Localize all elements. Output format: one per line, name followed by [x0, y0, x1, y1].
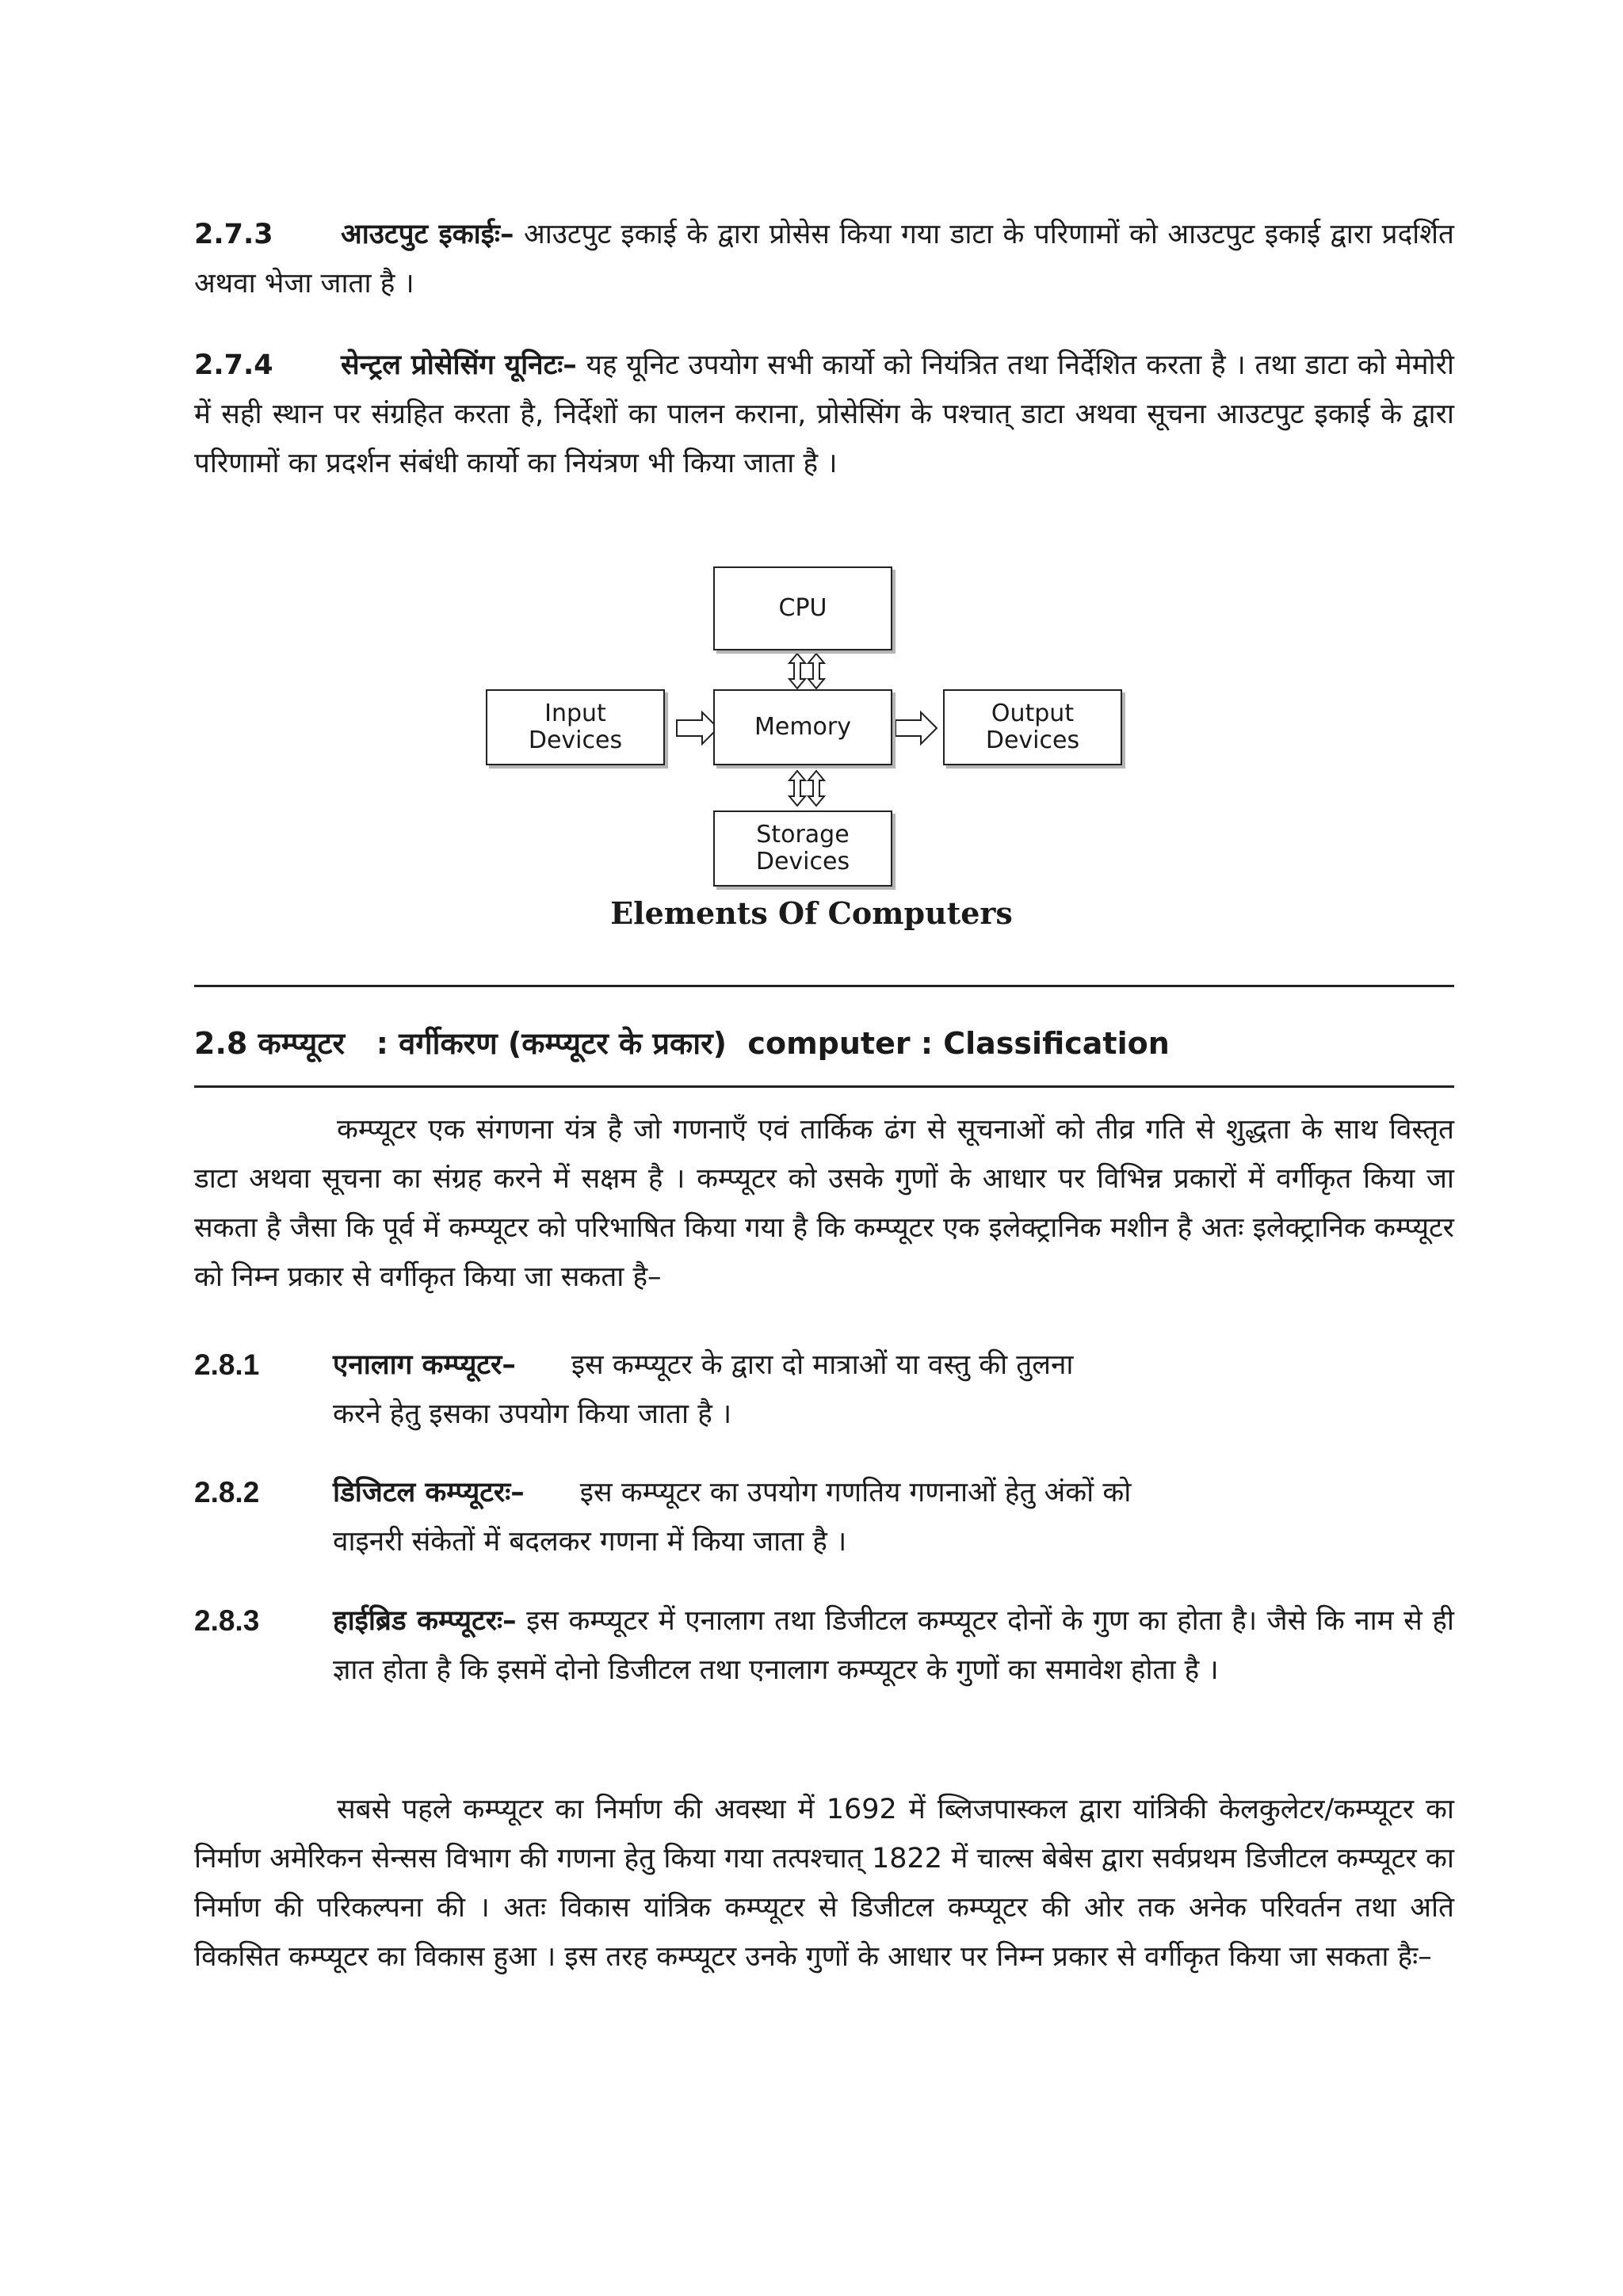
item-heading: एनालाग कम्प्यूटर–	[333, 1349, 516, 1381]
cpu-memory-arrow	[789, 654, 805, 688]
item-number: 2.8.3	[194, 1604, 260, 1637]
item-number: 2.8.1	[194, 1348, 260, 1381]
section-heading: आउटपुट इकाईः–	[341, 219, 514, 250]
item-line1: इस कम्प्यूटर का उपयोग गणतिय गणनाओं हेतु अंकों को	[579, 1477, 1132, 1508]
memory-storage-arrow	[789, 771, 805, 806]
section-2-7-4	[194, 341, 1454, 488]
storage-devices-box	[713, 810, 892, 887]
input-label-line2: Devices	[528, 727, 623, 754]
section-heading: सेन्ट्रल प्रोसेसिंग यूनिटः–	[341, 349, 577, 381]
input-label-line1: Input	[544, 700, 606, 727]
output-devices-box	[943, 689, 1122, 765]
output-label-line1: Output	[991, 700, 1075, 727]
section-2-7-3	[194, 210, 1454, 308]
section-body: आउटपुट इकाई के द्वारा प्रोसेस किया गया डाटा के परिणामों को आउटपुट इकाई द्वारा प्रदर्शित अथवा भेजा जाता है ।	[194, 219, 1454, 299]
cpu-memory-arrow	[808, 654, 824, 688]
section-body: यह यूनिट उपयोग सभी कार्यो को नियंत्रित तथा निर्देशित करता है । तथा डाटा को मेमोरी में सही स्थान पर संग्रहित करता है, निर्देशों का पालन कराना, प्रोसेसिंग के पश्चात् डाटा अथवा सूचना आउटपुट इकाई के द्वारा परिणामों का प्रदर्शन संबंधी कार्यो का नियंत्रण भी किया जाता है ।	[194, 349, 1454, 479]
diagram-caption: Elements Of Computers	[610, 895, 1013, 931]
output-label-line2: Devices	[985, 727, 1080, 754]
divider-bottom	[194, 1085, 1454, 1088]
memory-storage-arrow	[808, 771, 824, 806]
memory-label: Memory	[754, 713, 851, 741]
input-devices-box	[486, 689, 665, 765]
item-heading: डिजिटल कम्प्यूटरः–	[333, 1477, 525, 1508]
divider-top	[194, 985, 1454, 987]
storage-label-line1: Storage	[756, 821, 850, 849]
item-line1: इस कम्प्यूटर के द्वारा दो मात्राओं या वस्तु की तुलना	[571, 1349, 1074, 1381]
item-body	[333, 1341, 1454, 1439]
item-heading: हाईब्रिड कम्प्यूटरः–	[333, 1605, 517, 1637]
classification-intro: कम्प्यूटर एक संगणना यंत्र है जो गणनाएँ एवं तार्किक ढंग से सूचनाओं को तीव्र गति से शुद्धता के साथ विस्तृत डाटा अथवा सूचना का संग्रह करने में सक्षम है । कम्प्यूटर को उसके गुणों के आधार पर विभिन्न प्रकारों में वर्गीकृत किया जा सकता है जैसा कि पूर्व में कम्प्यूटर को परिभाषित किया गया है कि कम्प्यूटर एक इलेक्ट्रानिक मशीन है अतः इलेक्ट्रानिक कम्प्यूटर को निम्न प्रकार से वर्गीकृत किया जा सकता है–	[194, 1114, 1455, 1293]
item-number: 2.8.2	[194, 1476, 260, 1508]
cpu-box	[713, 566, 892, 650]
item-line2: करने हेतु इसका उपयोग किया जाता है ।	[333, 1398, 732, 1430]
item-body	[333, 1468, 1454, 1566]
section-number: 2.7.3	[194, 219, 273, 250]
computer-elements-diagram	[483, 559, 1141, 899]
storage-label-line2: Devices	[755, 848, 850, 875]
item-line2: वाइनरी संकेतों में बदलकर गणना में किया जाता है ।	[333, 1526, 847, 1558]
input-memory-arrow	[677, 712, 718, 744]
item-body	[333, 1596, 1454, 1695]
memory-box	[713, 689, 892, 765]
cpu-label: CPU	[778, 594, 827, 622]
closing-paragraph: सबसे पहले कम्प्यूटर का निर्माण की अवस्था में 1692 में ब्लिजपास्कल द्वारा यांत्रिकी केलकुलेटर/कम्प्यूटर का निर्माण अमेरिकन सेन्सस विभाग की गणना हेतु किया गया तत्पश्चात् 1822 में चाल्स बेबेस द्वारा सर्वप्रथम डिजीटल कम्प्यूटर का निर्माण की परिकल्पना की । अतः विकास यांत्रिक कम्प्यूटर से डिजीटल कम्प्यूटर की ओर तक अनेक परिवर्तन तथा अति विकसित कम्प्यूटर का विकास हुआ । इस तरह कम्प्यूटर उनके गुणों के आधार पर निम्न प्रकार से वर्गीकृत किया जा सकता हैः–	[194, 1794, 1454, 1973]
memory-output-arrow	[896, 712, 937, 744]
section-2-8-title: 2.8 कम्प्यूटर : वर्गीकरण (कम्प्यूटर के प्रकार) computer : Classification	[194, 1026, 1170, 1061]
item-text: इस कम्प्यूटर में एनालाग तथा डिजीटल कम्प्यूटर दोनों के गुण का होता है। जैसे कि नाम से ही ज्ञात होता है कि इसमें दोनो डिजीटल तथा एनालाग कम्प्यूटर के गुणों का समावेश होता है ।	[333, 1605, 1455, 1686]
section-number: 2.7.4	[194, 349, 273, 381]
